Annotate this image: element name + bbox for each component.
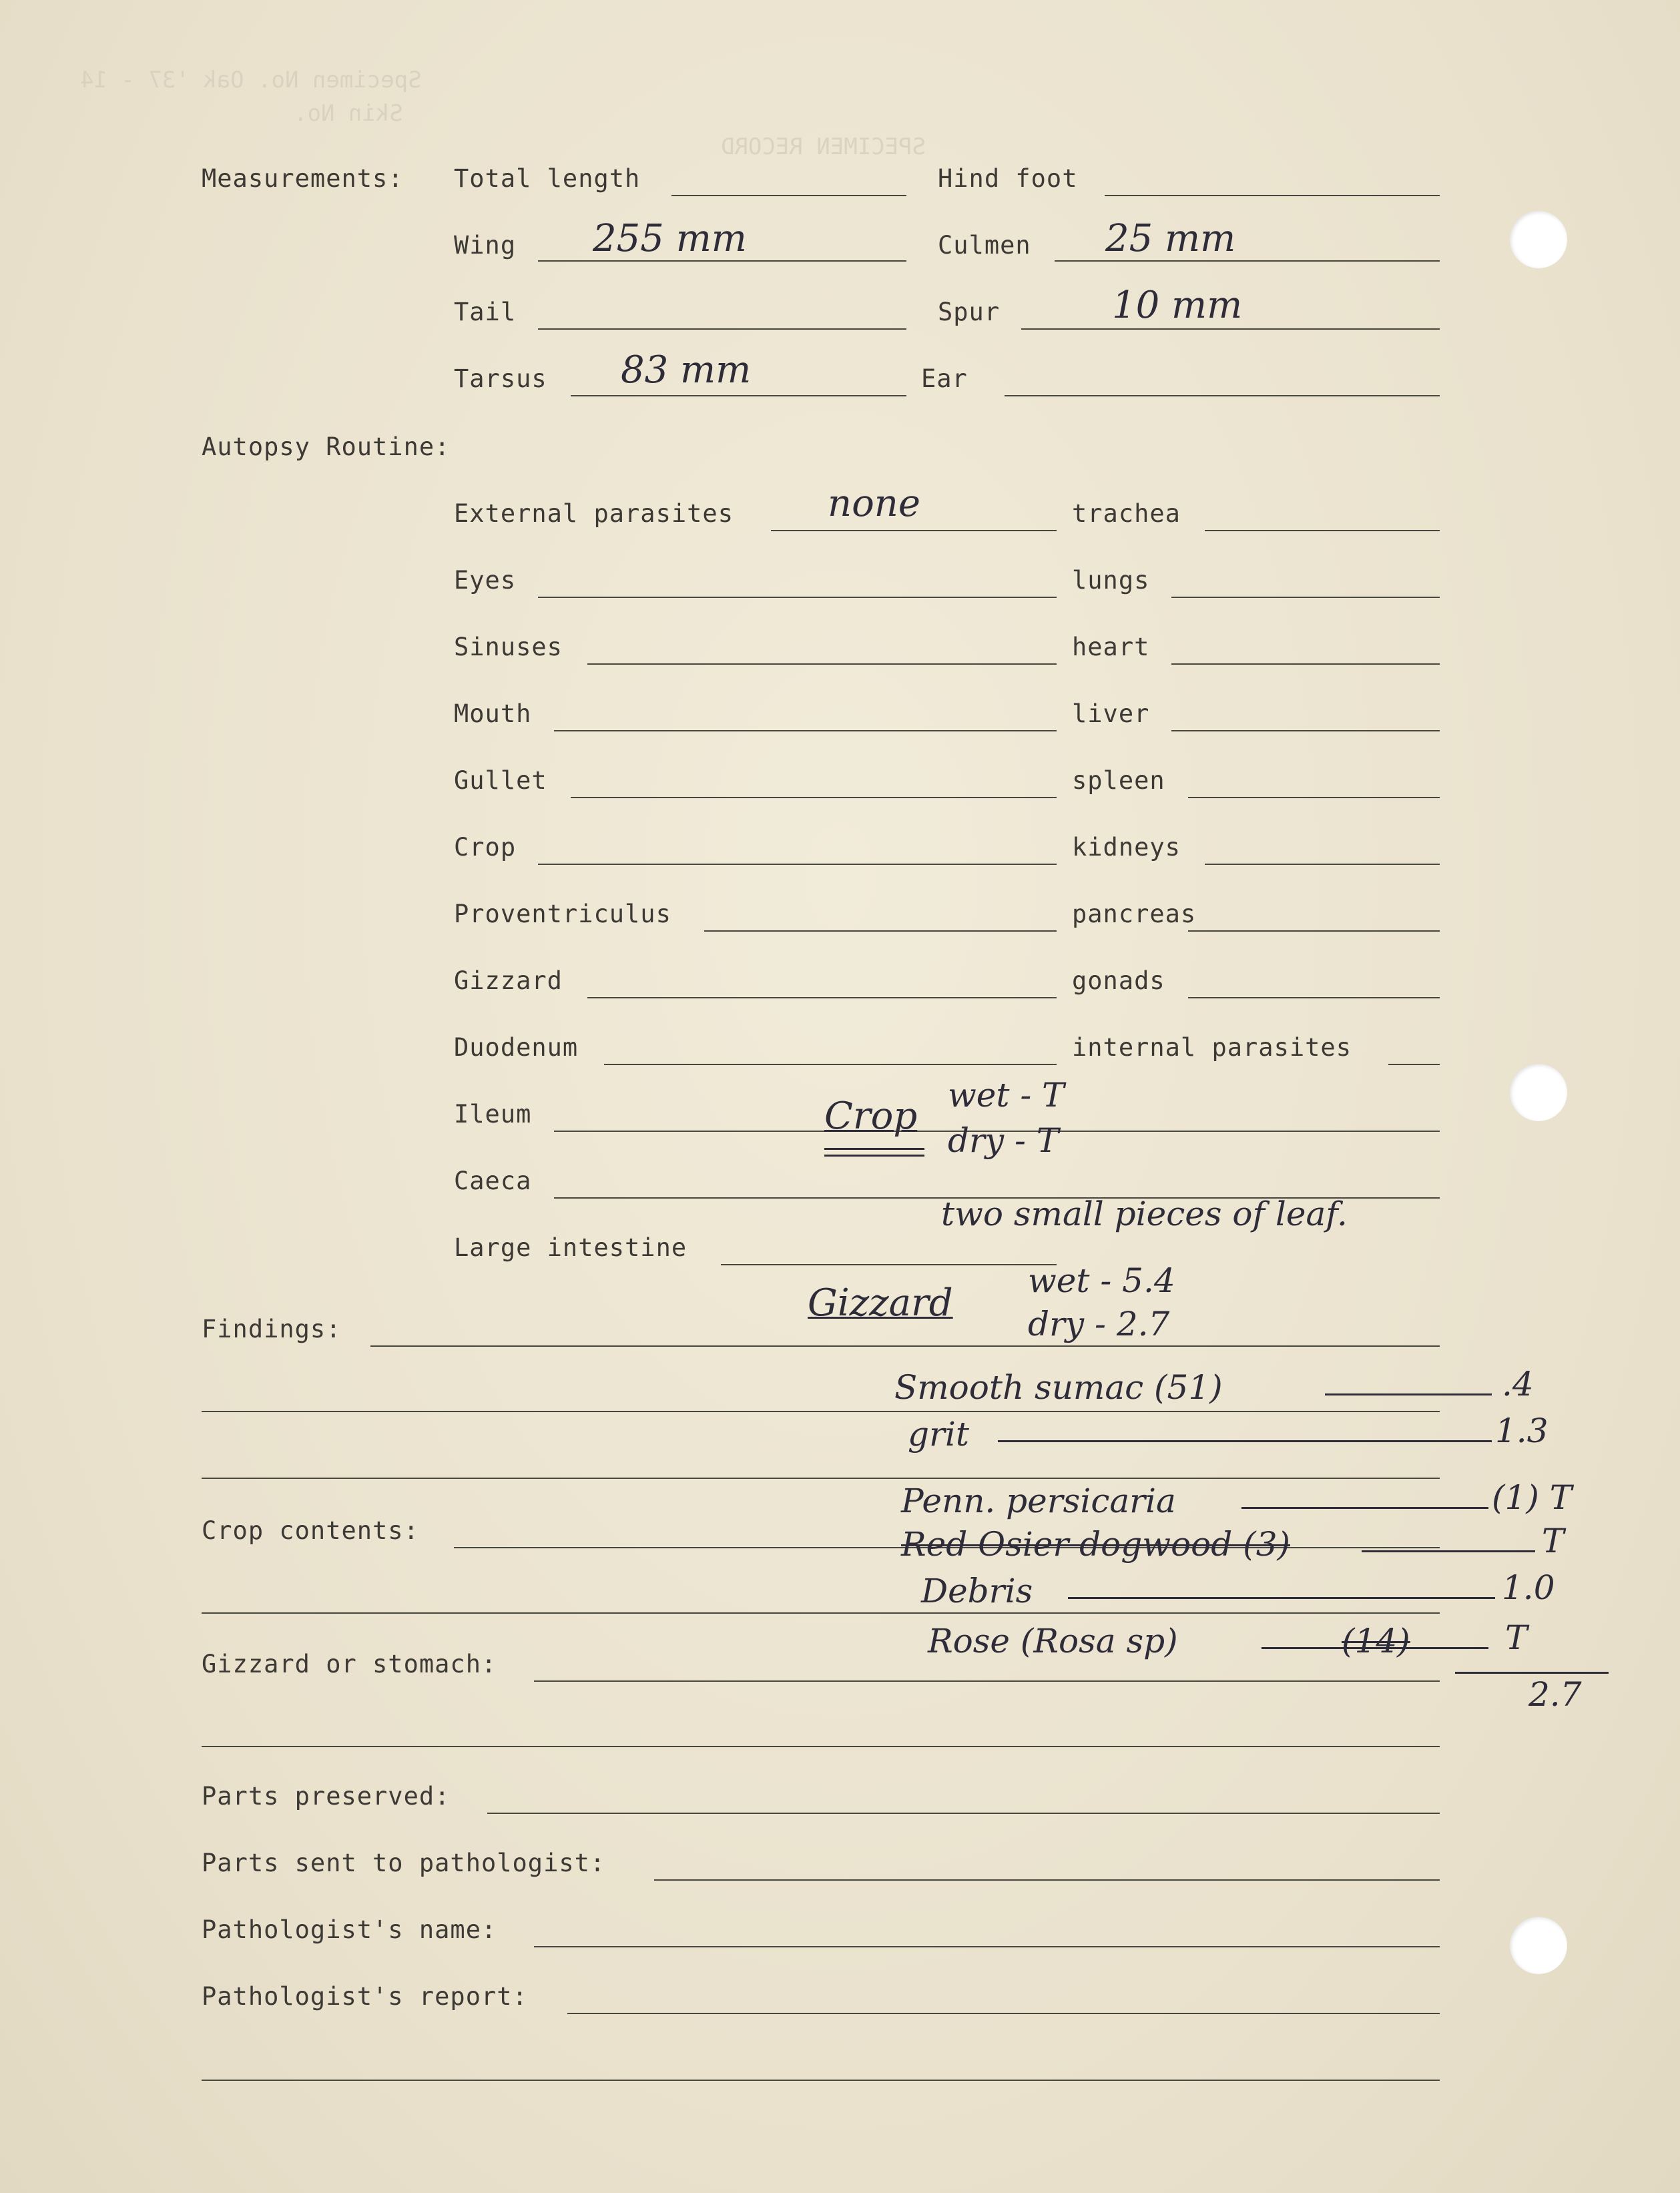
tail-label: Tail — [454, 298, 517, 326]
crop-contents-label: Crop contents: — [202, 1516, 419, 1545]
gizzard-label: Gizzard — [454, 966, 563, 995]
item-smooth-sumac-value: .4 — [1502, 1365, 1534, 1403]
mouth-label: Mouth — [454, 699, 532, 728]
item-grit-leader — [998, 1440, 1492, 1442]
crop-double-underline — [824, 1148, 924, 1150]
measurements-label: Measurements: — [202, 164, 404, 193]
autopsy-routine-label: Autopsy Routine: — [202, 432, 451, 461]
tail-field[interactable] — [538, 328, 906, 330]
total-length-field[interactable] — [671, 195, 906, 196]
crop-bracket-lower — [824, 1155, 924, 1157]
lungs-label: lungs — [1072, 566, 1150, 595]
parts-sent-label: Parts sent to pathologist: — [202, 1849, 606, 1877]
item-red-osier-dogwood-leader — [1362, 1550, 1535, 1552]
crop-note: two small pieces of leaf. — [941, 1195, 1348, 1233]
item-debris-leader — [1068, 1597, 1495, 1599]
culmen-value: 25 mm — [1105, 217, 1236, 260]
item-red-osier-dogwood: Red Osier dogwood (3) — [901, 1525, 1291, 1564]
item-rose: Rose (Rosa sp) — [928, 1622, 1178, 1660]
item-grit-value: 1.3 — [1495, 1412, 1549, 1450]
caeca-label: Caeca — [454, 1167, 532, 1195]
item-penn-persicaria-value: (1) T — [1492, 1478, 1573, 1517]
gizzard-dry-value: dry - 2.7 — [1028, 1305, 1170, 1343]
crop-label: Crop — [454, 833, 517, 862]
gizzard-stomach-field-2[interactable] — [202, 1746, 1440, 1747]
duodenum-field[interactable] — [604, 1064, 1057, 1065]
spur-label: Spur — [938, 298, 1001, 326]
item-rose-value: T — [1505, 1618, 1528, 1657]
pancreas-label: pancreas — [1072, 900, 1197, 928]
item-rose-leader — [1262, 1647, 1488, 1649]
spur-field[interactable] — [1021, 328, 1440, 330]
item-red-osier-dogwood-value: T — [1542, 1522, 1565, 1560]
external-parasites-value: none — [828, 482, 920, 525]
item-grit: grit — [908, 1415, 969, 1454]
bleed-through-header: Specimen No. Oak '37 - 14 — [80, 67, 422, 93]
crop-field[interactable] — [538, 864, 1057, 865]
pathologist-name-field[interactable] — [534, 1946, 1440, 1947]
gizzard-wet-value: wet - 5.4 — [1028, 1261, 1175, 1300]
kidneys-label: kidneys — [1072, 833, 1181, 862]
kidneys-field[interactable] — [1205, 864, 1440, 865]
gizzard-stomach-field-1[interactable] — [534, 1680, 1440, 1682]
item-smooth-sumac-leader — [1325, 1393, 1492, 1395]
gullet-field[interactable] — [571, 797, 1057, 798]
pathologist-report-label: Pathologist's report: — [202, 1982, 528, 2011]
punch-hole-top — [1510, 211, 1567, 268]
sinuses-field[interactable] — [587, 663, 1057, 665]
crop-heading-handwritten: Crop — [824, 1094, 918, 1138]
heart-label: heart — [1072, 633, 1150, 661]
total-value: 2.7 — [1528, 1675, 1582, 1714]
gizzard-stomach-label: Gizzard or stomach: — [202, 1650, 497, 1678]
trachea-field[interactable] — [1205, 530, 1440, 531]
bleed-through-title: SPECIMEN RECORD — [721, 133, 926, 160]
spleen-field[interactable] — [1188, 797, 1440, 798]
pathologist-report-field-2[interactable] — [202, 2080, 1440, 2081]
gizzard-field[interactable] — [587, 997, 1057, 998]
pathologist-name-label: Pathologist's name: — [202, 1915, 497, 1944]
tarsus-field[interactable] — [571, 395, 906, 396]
internal-parasites-label: internal parasites — [1072, 1033, 1352, 1062]
parts-sent-field[interactable] — [654, 1879, 1440, 1881]
gizzard-heading-handwritten: Gizzard — [808, 1281, 953, 1325]
findings-field-1[interactable] — [370, 1345, 1440, 1347]
tarsus-value: 83 mm — [621, 348, 752, 392]
lungs-field[interactable] — [1171, 597, 1440, 598]
item-debris-value: 1.0 — [1502, 1568, 1555, 1607]
sinuses-label: Sinuses — [454, 633, 563, 661]
large-intestine-field[interactable] — [721, 1264, 1057, 1265]
hind-foot-label: Hind foot — [938, 164, 1078, 193]
ear-label: Ear — [921, 364, 968, 393]
large-intestine-label: Large intestine — [454, 1233, 687, 1262]
findings-label: Findings: — [202, 1315, 342, 1343]
external-parasites-field[interactable] — [771, 530, 1057, 531]
gonads-field[interactable] — [1188, 997, 1440, 998]
duodenum-label: Duodenum — [454, 1033, 579, 1062]
hind-foot-field[interactable] — [1105, 195, 1440, 196]
crop-dry-value: dry - T — [948, 1121, 1059, 1160]
culmen-field[interactable] — [1055, 260, 1440, 262]
spleen-label: spleen — [1072, 766, 1165, 795]
gonads-label: gonads — [1072, 966, 1165, 995]
ileum-label: Ileum — [454, 1100, 532, 1129]
liver-field[interactable] — [1171, 730, 1440, 731]
parts-preserved-field[interactable] — [487, 1813, 1440, 1814]
item-rose-count: (14) — [1342, 1622, 1410, 1660]
item-smooth-sumac: Smooth sumac (51) — [894, 1368, 1223, 1407]
parts-preserved-label: Parts preserved: — [202, 1782, 451, 1811]
external-parasites-label: External parasites — [454, 499, 734, 528]
tarsus-label: Tarsus — [454, 364, 547, 393]
proventriculus-label: Proventriculus — [454, 900, 671, 928]
item-penn-persicaria-leader — [1241, 1507, 1488, 1509]
total-length-label: Total length — [454, 164, 641, 193]
trachea-label: trachea — [1072, 499, 1181, 528]
pancreas-field[interactable] — [1188, 930, 1440, 932]
crop-wet-value: wet - T — [948, 1076, 1065, 1115]
mouth-field[interactable] — [554, 730, 1057, 731]
internal-parasites-field[interactable] — [1388, 1064, 1440, 1065]
item-debris: Debris — [921, 1572, 1033, 1610]
crop-contents-field-2[interactable] — [202, 1612, 1440, 1614]
punch-hole-bottom — [1510, 1917, 1567, 1974]
wing-value: 255 mm — [593, 217, 747, 260]
wing-label: Wing — [454, 231, 517, 260]
eyes-field[interactable] — [538, 597, 1057, 598]
punch-hole-middle — [1510, 1064, 1567, 1121]
bleed-through-subheader: Skin No. — [294, 100, 403, 127]
wing-field[interactable] — [538, 260, 906, 262]
findings-field-2[interactable] — [202, 1411, 1440, 1412]
item-penn-persicaria: Penn. persicaria — [901, 1482, 1176, 1520]
pathologist-report-field-1[interactable] — [567, 2013, 1440, 2014]
spur-value: 10 mm — [1112, 284, 1243, 327]
total-rule — [1455, 1672, 1609, 1674]
ear-field[interactable] — [1005, 395, 1440, 396]
liver-label: liver — [1072, 699, 1150, 728]
heart-field[interactable] — [1171, 663, 1440, 665]
eyes-label: Eyes — [454, 566, 517, 595]
gullet-label: Gullet — [454, 766, 547, 795]
culmen-label: Culmen — [938, 231, 1031, 260]
proventriculus-field[interactable] — [704, 930, 1057, 932]
findings-field-3[interactable] — [202, 1478, 1440, 1479]
